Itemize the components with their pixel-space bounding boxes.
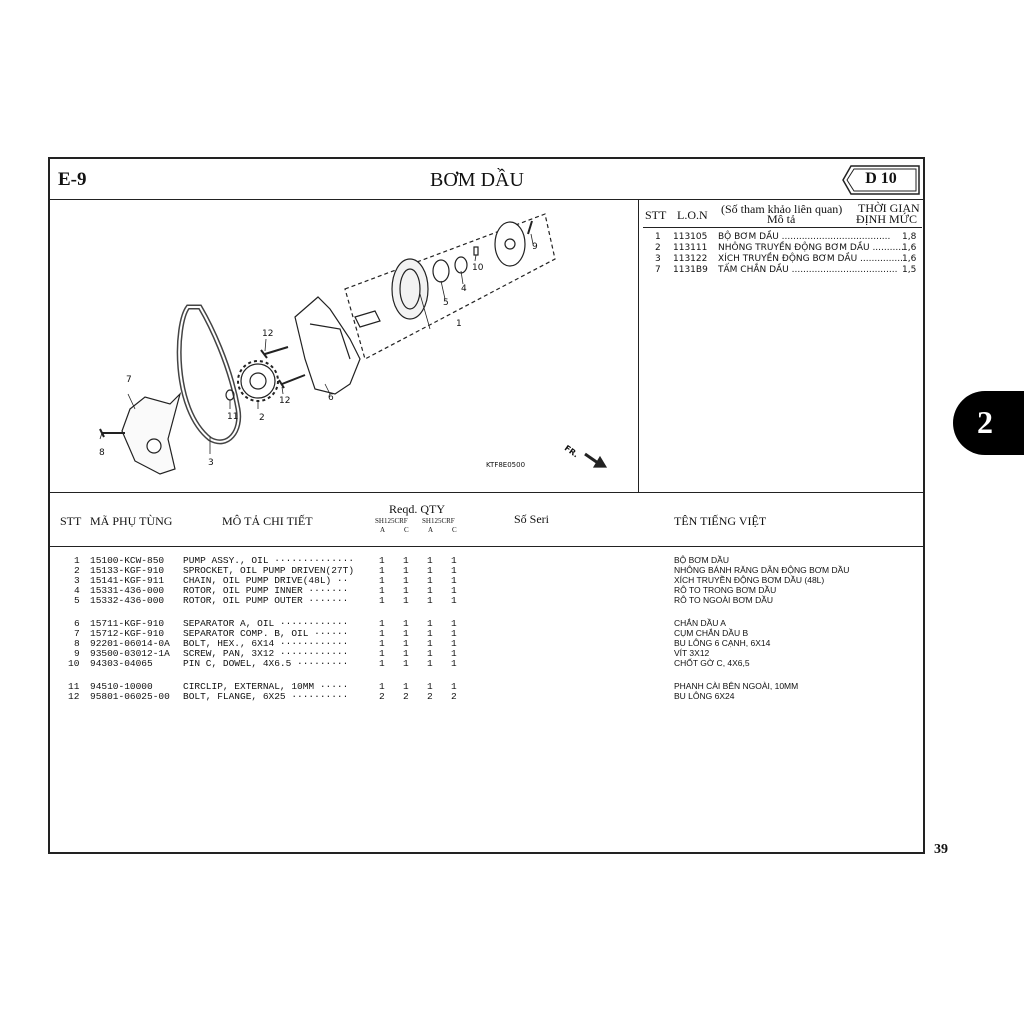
labor-row: 3 113122 XÍCH TRUYỀN ĐỘNG BƠM DẦU ............... 1,6 — [655, 254, 917, 264]
diagram-divider — [638, 199, 639, 492]
parts-col-part-no: MÃ PHỤ TÙNG — [90, 514, 173, 528]
table-row: 11 94510-10000 CIRCLIP, EXTERNAL, 10MM ····· 1 1 1 1 PHANH CÀI BÊN NGOÀI, 10MM — [68, 681, 799, 692]
parts-col-a2: A — [428, 526, 434, 534]
inner-rotor-drawing — [455, 257, 467, 273]
labor-col-lon: L.O.N — [677, 208, 708, 222]
callout-12a: 12 — [262, 329, 274, 339]
parts-col-model-b: SH125CRF — [422, 517, 455, 525]
table-row: 10 94303-04065 PIN C, DOWEL, 4X6.5 ········· 1 1 1 1 CHỐT GỜ C, 4X6,5 — [68, 658, 750, 669]
parts-col-c2: C — [452, 526, 457, 534]
callout-10: 10 — [472, 263, 484, 273]
callout-7: 7 — [126, 375, 132, 385]
parts-col-stt: STT — [60, 514, 82, 528]
table-row: 8 92201-06014-0A BOLT, HEX., 6X14 ············ 1 1 1 1 BU LÔNG 6 CẠNH, 6X14 — [74, 638, 771, 649]
separator-a-drawing — [295, 297, 360, 394]
callout-1: 1 — [456, 319, 462, 329]
callout-5: 5 — [443, 298, 449, 308]
table-row: 5 15332-436-000 ROTOR, OIL PUMP OUTER ······· 1 1 1 1 RÔ TO NGOÀI BƠM DẦU — [74, 595, 774, 606]
parts-col-reqd-qty: Reqd. QTY — [389, 502, 445, 516]
table-row: 3 15141-KGF-911 CHAIN, OIL PUMP DRIVE(48L) ·· 1 1 1 1 XÍCH TRUYỀN ĐỘNG BƠM DẦU (48L) — [74, 575, 825, 586]
callout-3: 3 — [208, 458, 214, 468]
labor-col-time-2: ĐỊNH MỨC — [856, 212, 917, 226]
outer-rotor-drawing — [433, 260, 449, 282]
pump-cover-drawing — [495, 222, 525, 266]
chapter-number: 2 — [977, 404, 993, 440]
parts-col-serial: Số Seri — [514, 512, 550, 526]
oil-pump-illustration — [50, 199, 638, 492]
parts-page-frame — [48, 157, 925, 854]
labor-time-table — [640, 199, 925, 492]
front-label: FR. — [562, 443, 581, 460]
table-row: 9 93500-03012-1A SCREW, PAN, 3X12 ············ 1 1 1 1 VÍT 3X12 — [74, 648, 710, 659]
callout-8: 8 — [99, 448, 105, 458]
table-row: 12 95801-06025-00 BOLT, FLANGE, 6X25 ·········· 2 2 2 2 BU LÔNG 6X24 — [68, 691, 735, 702]
table-row: 2 15133-KGF-910 SPROCKET, OIL PUMP DRIVEN(27T) 1 1 1 1 NHÔNG BÁNH RĂNG DẪN ĐỘNG BƠM DẦU — [74, 565, 850, 576]
callout-12b: 12 — [279, 396, 291, 406]
callout-2: 2 — [259, 413, 265, 423]
labor-row: 7 1131B9 TẤM CHẮN DẦU ..................................... 1,5 — [655, 265, 917, 275]
table-row: 6 15711-KGF-910 SEPARATOR A, OIL ············ 1 1 1 1 CHẮN DẦU A — [74, 618, 726, 629]
parts-col-model-a: SH125CRF — [375, 517, 408, 525]
page-number: 39 — [934, 842, 948, 857]
chapter-tab — [953, 391, 1024, 455]
labor-col-time-1: THỜI GIAN — [858, 201, 920, 215]
diagram-code: KTF8E0500 — [486, 461, 526, 469]
labor-row: 1 113105 BỘ BƠM DẦU ...................................... 1,8 — [655, 232, 917, 242]
parts-header-divider — [50, 546, 923, 547]
reference-code: D 10 — [865, 170, 897, 187]
page-title: BƠM DẦU — [430, 169, 524, 191]
labor-col-stt: STT — [645, 208, 667, 222]
callout-6: 6 — [328, 393, 334, 403]
table-row: 1 15100-KCW-850 PUMP ASSY., OIL ·············· 1 1 1 1 BỘ BƠM DẦU — [74, 555, 729, 566]
labor-col-desc: Mô tả — [767, 212, 796, 226]
parts-section-divider — [50, 492, 923, 493]
parts-col-vietnamese: TÊN TIẾNG VIỆT — [674, 514, 767, 528]
table-row: 4 15331-436-000 ROTOR, OIL PUMP INNER ······· 1 1 1 1 RÔ TO TRONG BƠM DẦU — [74, 585, 777, 596]
labor-col-ref: (Số tham khảo liên quan) — [721, 202, 843, 216]
table-row: 7 15712-KGF-910 SEPARATOR COMP. B, OIL ······ 1 1 1 1 CỤM CHẮN DẦU B — [74, 628, 749, 639]
sprocket-drawing — [241, 364, 275, 398]
parts-col-description: MÔ TẢ CHI TIẾT — [222, 514, 313, 528]
labor-header-divider — [643, 227, 922, 228]
callout-4: 4 — [461, 284, 467, 294]
parts-col-a1: A — [380, 526, 386, 534]
section-code: E-9 — [58, 169, 87, 190]
callout-9: 9 — [532, 242, 538, 252]
callout-11: 11 — [227, 412, 239, 422]
reference-badge — [841, 165, 921, 195]
parts-col-c1: C — [404, 526, 409, 534]
separator-b-drawing — [122, 394, 180, 474]
labor-row: 2 113111 NHÔNG TRUYỀN ĐỘNG BƠM DẦU ........... 1,6 — [655, 243, 917, 253]
exploded-diagram — [50, 199, 638, 492]
pump-body-drawing — [392, 259, 428, 319]
